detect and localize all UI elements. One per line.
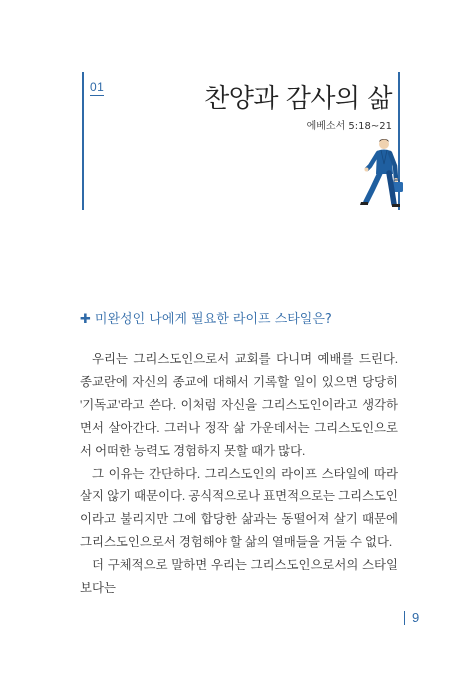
header-rule-left xyxy=(82,72,84,210)
section-heading-text: 미완성인 나에게 필요한 라이프 스타일은? xyxy=(94,312,332,327)
page-number: 9 xyxy=(404,611,419,625)
paragraph: 우리는 그리스도인으로서 교회를 다니며 예배를 드린다. 종교란에 자신의 종교에 대해서 기록할 일이 있으면 당당히 '기독교'라고 쓴다. 이처럼 자신을 그리스도인이라고 생각하면서 살아간다. 그러나 정작 삶 가운데서는 그리스도인으로서 어떠한 능력도 경험하지 못할 때가 많다. xyxy=(80,352,398,458)
paragraph: 더 구체적으로 말하면 우리는 그리스도인으로서의 스타일보다는 xyxy=(80,558,398,596)
plus-icon: ✚ xyxy=(80,312,91,327)
walking-businessman-illustration xyxy=(350,136,412,212)
paragraph: 그 이유는 간단하다. 그리스도인의 라이프 스타일에 따라 살지 않기 때문이다. 공식적으로나 표면적으로는 그리스도인이라고 불리지만 그에 합당한 삶과는 동떨어져 살기 때문에 그리스도인으로서 경험해야 할 삶의 열매들을 거둘 수 없다. xyxy=(80,466,398,550)
section-heading xyxy=(80,308,332,327)
chapter-title: 찬양과 감사의 삶 xyxy=(204,84,392,114)
chapter-number: 01 xyxy=(90,80,105,94)
chapter-reference: 에베소서 5:18~21 xyxy=(306,121,392,132)
body-text xyxy=(80,348,398,600)
